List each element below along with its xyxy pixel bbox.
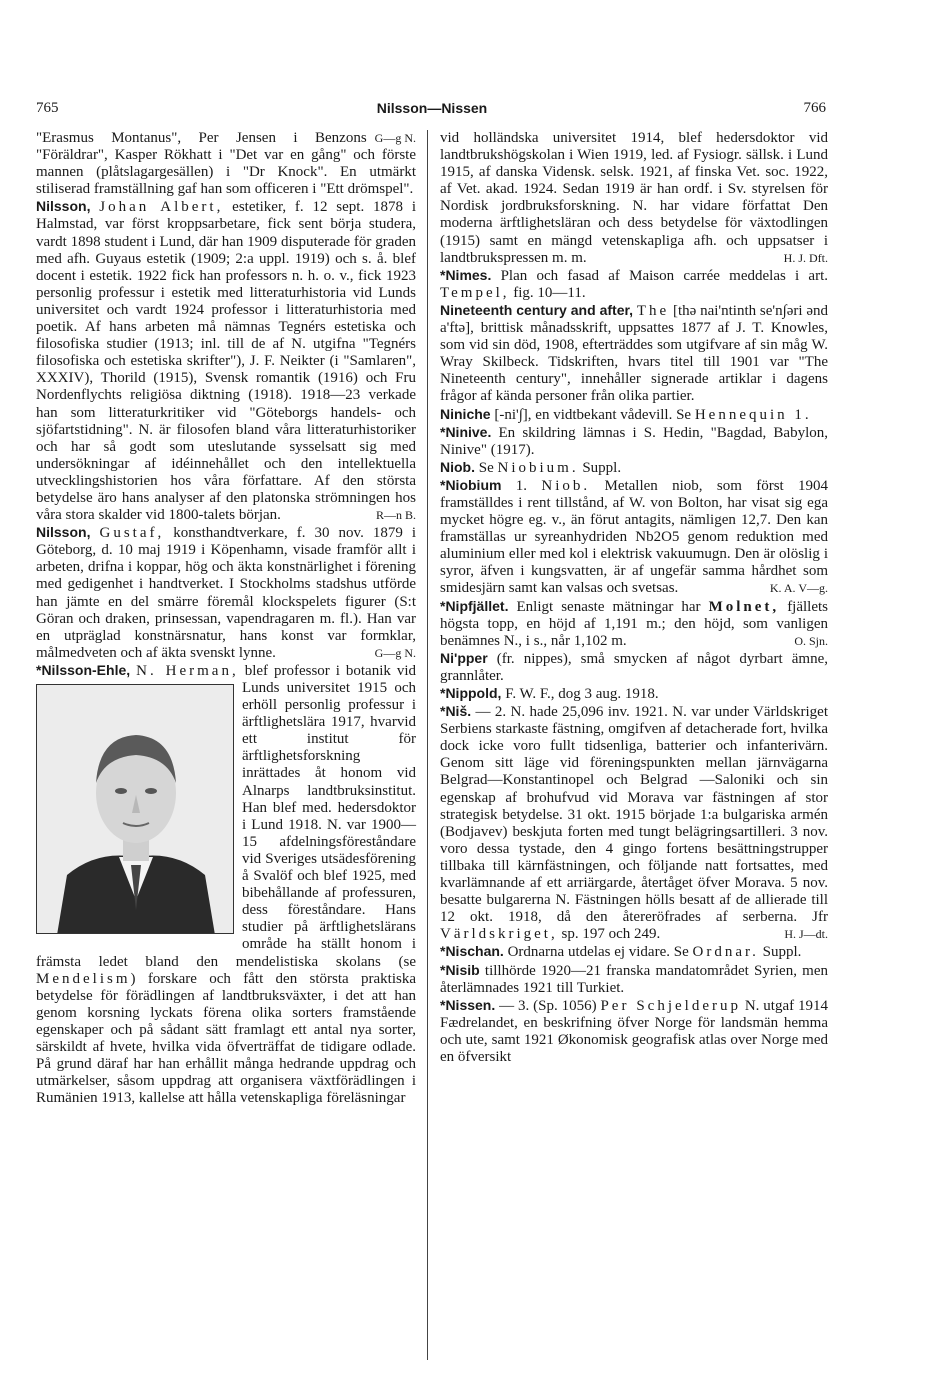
column-rule — [427, 130, 428, 1360]
entry-nischan: *Nischan. Ordnarna utdelas ej vidare. Se Ordnar. Suppl. — [440, 943, 802, 961]
headword: *Niobium — [440, 476, 502, 493]
entry-niobium: *Niobium 1. Niob. Metallen niob, som först 1904 framställdes i rent tillstånd, af W. von Bolton, har visat sig ega mycket högre eg. v., än förut antagits, nämligen 12,7. Den kan framställas ur syreanhydriden Nb2O5 genom reduktion med aluminium eller med kol i elektrisk vakuumugn. Den är olöslig i syror, äfven i kungsvatten, är af ungefär samma hårdhet som smidesjärn samt kan valsas och svetsas. K. A. V—g. — [440, 476, 829, 597]
entry-nilsson-gustaf: Nilsson, Gustaf, konsthandtverkare, f. 30 nov. 1879 i Göteborg, d. 10 maj 1919 i Köpenhamn, visade framför allt i arbeten, drifna i koppar, hög och äkta konstnärlighet i förening med gedigenhet i handtverket. I Stockholms stadshus utförde han jämte en del smärre föremål klockspelets figurer (S:t Göran och draken, prinsessan, vapendragaren m. fl.). Han var en utpräglad konstnärsnatur, hans konst var formklar, målmedveten och af äkta svenskt lynne. G—g N. — [36, 524, 417, 661]
cross-reference: Molnet, — [708, 598, 780, 615]
headword: *Nilsson-Ehle, — [36, 661, 131, 678]
headword: Niob. — [440, 458, 475, 475]
page-number-left: 765 — [36, 100, 59, 116]
left-column — [36, 130, 416, 1107]
entry-niniche: Niniche [-ni'∫], en vidtbekant vådevill. Se Hennequin 1. — [440, 405, 812, 423]
headword: *Niš. — [440, 703, 472, 720]
entry-nis: *Niš. — 2. N. hade 25,096 inv. 1921. N. var under Världskriget Serbiens starkaste fästning, omgifven af detacherade fort, hvilka dock icke voro fullt tidsenliga, batterier och infanterivärn. Genom sitt läge vid föreningspunkten mellan järnvägarna Belgrad—Konstantinopel och Belgrad —Saloniki och sin egenskap af brohufvud vid Morava var fästningen af stor strategisk betydelse. 31 okt. 1915 började 1:a bulgariska armén (Bodjavev) beskjuta forten med tungt belägringsartilleri. 3 nov. voro dessa tystade, den 4 gingo fortens besättningstrupper tillbaka till kärnfästningen, och följande natt fortsattes, med kvarlämnande af ett arriärgarde, återtåget öfver Morava. 5 nov. besatte bulgarerna N. Fästningen hölls besatt af de allierade till 12 okt. 1918, då den återeröfrades af serberna. Jfr Världskriget, sp. 197 och 249. H. J—dt. — [440, 703, 829, 943]
cross-reference: Niob. — [541, 477, 591, 494]
entry-nippold: *Nippold, F. W. F., dog 3 aug. 1918. — [440, 685, 659, 702]
entry-continuation: G—g N. "Erasmus Montanus", Per Jensen i Benzons "Föräldrar", Kasper Rökhatt i "Det var en gång" och förste mannen (plåtslagargesällen) i "Dr Knock". En utmärkt stiliserad framställning gaf han som officeren i "Ett drömspel". — [36, 130, 416, 198]
right-column — [440, 130, 828, 1066]
entry-continuation: vid holländska universitet 1914, blef hedersdoktor vid landtbrukshögskolan i Wien 1919, led. af Fysiogr. sällsk. i Lund 1915, af danska Vidensk. selsk. 1921, af finska Vet. soc. 1922, af Vet. akad. 1924. Sedan 1919 är han ordf. i Sv. styrelsen för Nordisk jordbruksforskning. N. har vidare författat Den moderna ärftlighetsläran och dess betydelse för växtodlingen (1915) samt en mängd vetenskapliga afh. och uppsatser i landtbrukspressen m. m. H. J. Dft. — [440, 130, 828, 266]
headword: *Nischan. — [440, 943, 504, 960]
headword: *Nimes. — [440, 266, 492, 283]
page-header — [0, 100, 928, 122]
signature: R—n B. — [375, 508, 416, 523]
cross-reference: Mendelism — [36, 970, 131, 987]
headword: Niniche — [440, 405, 491, 422]
entry-nilsson-johan-albert: Nilsson, Johan Albert, estetiker, f. 12 sept. 1878 i Halmstad, var först kroppsarbetare, fick sent börja studera, vardt 1898 student i Lund, där han 1909 disputerade för graden med afh. Guyaus estetik (1909; 2:a uppl. 1919) och s. å. blef docent i estetik. 1922 fick han professors n. h. o. v., fick 1923 personlig professur i estetik med litteraturhistoria vid Lunds universitet och vardt 1924 professor i litteraturhistoria med poetik. Af hans arbeten må nämnas Tegnérs estetiska och filosofiska studier (1913; inl. till de af N. utgifna "Tegnérs filosofiska och estetiska skrifter"), J. F. Neikter (i "Samlaren", XXXIV), Thorild (1915), Svensk romantik (1916) och Fru Nordenflychts religiösa diktning (1918). 1918—23 verkade han som litteraturkritiker vid "Göteborgs handels- och sjöfartstidning". N. är filosofen bland våra litteraturhistoriker och har så godt som uteslutande sysselsatt sig med undersökningar af idéinnehållet och den intellektuella utvecklingshistorien hos våra författare. Af den största betydelse äro hans analyser af den platonska strömningen hos våra stora skalder vid 1800-talets början. R—n B. — [36, 198, 416, 524]
headword: *Nisib — [440, 961, 480, 978]
entry-nipper: Ni'pper (fr. nippes), små smycken af något dyrbart ämne, grannlåter. — [440, 649, 828, 684]
headword: *Ninive. — [440, 423, 492, 440]
signature: H. J—dt. — [784, 927, 828, 942]
headword: *Nissen. — [440, 996, 496, 1013]
name: Gustaf, — [99, 525, 165, 542]
entry-nilsson-ehle: *Nilsson-Ehle, N. Herman, blef professor i botanik vid Lunds universitet 1915 och erhöll personlig professur i ärftlighetslära 1917, hvarvid ett institut för ärftlighetsforskning inrättades åt honom vid Alnarps landtbruksinstitut. Han blef med. hedersdoktor i Lund 1918. N. var 1900—15 afdelningsföreståndare vid Sveriges utsädesförening å Svalöf och blef 1925, med bibehållande af professuren, dess föreståndare. Hans studier på ärftlighetslärans område ha ställt honom i främsta ledet bland den mendelistiska skolans (se Mendelism) forskare och fått den största praktiska betydelse för förädlingen af landtbruksväxter, i det att han genom korsning lyckats förena olika sorters framstående egenskaper och på sådant sätt framlagt ett antal nya sorter, särskildt af hvete, hvilka vida öfverträffat de tidigare odlade. På grund däraf har han erhållit många hedrande uppdrag och utmärkelser, såsom uppdrag att organisera växtförädlingen i Rumänien 1913, kallelse att hålla vetenskapliga föreläsningar — [36, 661, 417, 1107]
name: Johan Albert, — [99, 199, 224, 216]
headword: Nilsson, — [36, 198, 91, 215]
entry-niob: Niob. Se Niobium. Suppl. — [440, 458, 622, 476]
entry-nipfjallet: *Nipfjället. Enligt senaste mätningar har Molnet, fjällets högsta topp, en höjd af 1,191 m.; den höjd, som vanligen benämnes N., i s., når 1,102 m. O. Sjn. — [440, 597, 829, 649]
headword: *Nipfjället. — [440, 597, 509, 614]
headword: Nilsson, — [36, 524, 91, 541]
entry-nisib: *Nisib tillhörde 1920—21 franska mandatområdet Syrien, men återlämnades 1921 till Turkiet. — [440, 961, 828, 996]
name: Per Schjelderup — [600, 997, 741, 1014]
headword: *Nippold, — [440, 685, 502, 701]
entry-nimes: *Nimes. Plan och fasad af Maison carrée meddelas i art. Tempel, fig. 10—11. — [440, 266, 829, 301]
portrait-photo — [36, 684, 234, 934]
running-head: Nilsson—Nissen — [376, 100, 488, 116]
name: N. Herman, — [136, 662, 239, 679]
cross-reference: Niobium. — [497, 459, 579, 476]
cross-reference: Ordnar. — [692, 944, 759, 961]
signature: O. Sjn. — [794, 633, 828, 648]
cross-reference: Världskriget, — [440, 926, 558, 943]
entry-nineteenth-century: Nineteenth century and after, The [thə nai'ntinth se'n∫əri ənd a'ftə], brittisk månadsskrift, uppsattes 1877 af J. T. Knowles, som vid sin död, 1908, efterträddes som utgifvare af sin måg W. Wray Skilbeck. Tidskriften, hvars titel till 1901 var "The Nineteenth century", innehåller signerade artiklar i dagens frågor af kända personer från olika partier. — [440, 301, 828, 405]
headword: Nineteenth century and after, — [440, 301, 634, 318]
headword: Ni'pper — [440, 649, 488, 666]
cross-reference: Hennequin 1. — [694, 406, 812, 423]
entry-nissen: *Nissen. — 3. (Sp. 1056) Per Schjelderup N. utgaf 1914 Fædrelandet, en beskrifning öfver Norge för landsmän hemma och ute, samt 1921 Økonomisk geografisk atlas over Norge med en öfversikt — [440, 996, 828, 1065]
pronunciation: [thə nai'ntinth se'n∫əri ənd a'ftə], — [440, 302, 828, 337]
entry-ninive: *Ninive. En skildring lämnas i S. Hedin, "Bagdad, Babylon, Ninive" (1917). — [440, 423, 828, 458]
signature: H. J. Dft. — [783, 250, 828, 265]
signature: G—g N. — [374, 645, 416, 660]
page-number-right: 766 — [803, 100, 826, 116]
cross-reference: Tempel, — [440, 284, 510, 301]
signature: K. A. V—g. — [769, 581, 828, 596]
